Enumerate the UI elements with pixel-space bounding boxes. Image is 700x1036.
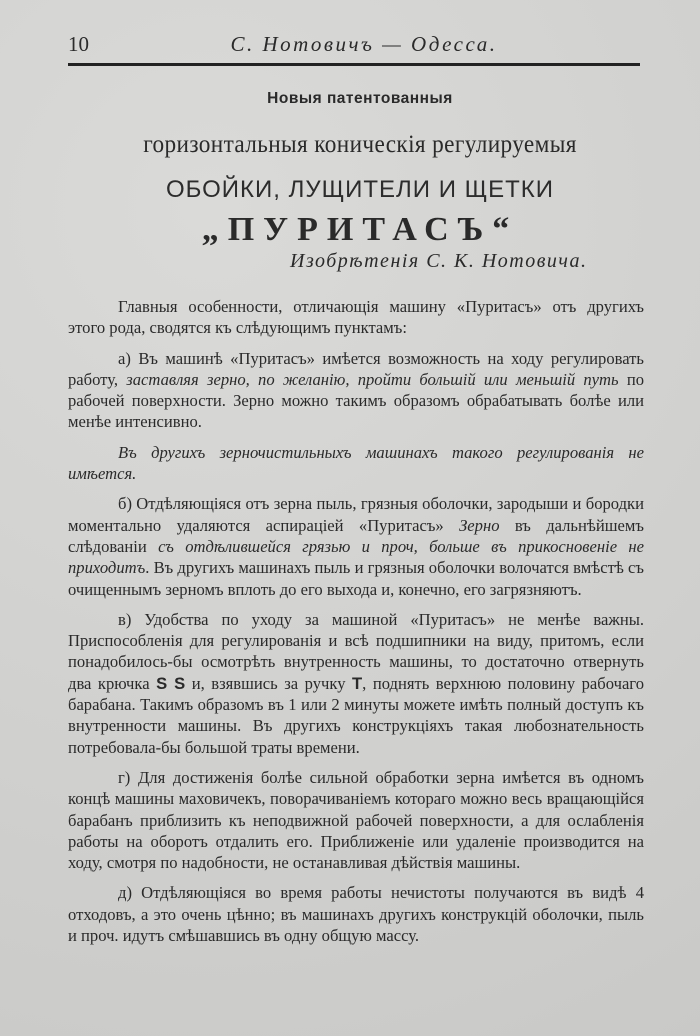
hook-label: S S <box>156 673 186 693</box>
product-name: „ПУРИТАСЪ“ <box>201 211 519 248</box>
header-rule <box>68 63 640 66</box>
paragraph-b-text: б) Отдѣляющіяся отъ зерна пыль, грязныя оболочки, зародыши и бородки моментально удаляются аспираціей «Пуритасъ» <box>68 494 644 535</box>
running-header <box>68 30 640 60</box>
body-text <box>68 296 644 955</box>
handle-label: T <box>352 673 363 693</box>
paragraph-b-emphasis-1: Зерно <box>459 515 500 535</box>
paragraph-g: г) Для достиженія болѣе сильной обработки зерна имѣется въ одномъ концѣ машины маховичекъ, поворачиваніемъ котораго можно весь вращающійся барабанъ приблизить къ неподвижной рабочей поверхности, а для ослабленія работы на оборотъ отдалить его. Приближеніе или удаленіе производится на ходу, смотря по надобности, не останавливая дѣйствія машины. <box>68 767 644 873</box>
paragraph-a-emphasis: заставляя зерно, по желанію, пройти большій или меньшій путь <box>126 369 619 389</box>
paragraph-a-note-text: Въ другихъ зерночистильныхъ машинахъ такого регулированія не имѣется. <box>68 442 644 484</box>
paragraph-b-text-end: . Въ другихъ машинахъ пыль и грязныя оболочки волочатся вмѣстѣ съ очищеннымъ зерномъ вплоть до его выхода и, конечно, его загрязняютъ. <box>68 558 644 599</box>
title-line-1: Новыя патентованныя <box>267 90 453 107</box>
title-line-3: ОБОЙКИ, ЛУЩИТЕЛИ И ЩЕТКИ <box>165 176 555 203</box>
paragraph-v-text-end: , поднять верхнюю половину рабочаго барабана. Такимъ образомъ въ 1 или 2 минуты можете имѣть полный доступъ къ внутренности машины. Въ другихъ конструкціяхъ такая любознательность потребовала-бы большой траты времени. <box>68 673 644 757</box>
paragraph-d: д) Отдѣляющіяся во время работы нечистоты получаются въ видѣ 4 отходовъ, а это очень цѣнно; въ машинахъ другихъ конструкцій оболочки, пыль и проч. идутъ смѣшавшись въ одну общую массу. <box>68 883 644 946</box>
running-title: С. Нотовичъ — Одесса. <box>230 32 498 56</box>
paragraph-v-text: в) Удобства по уходу за машиной «Пуритасъ» не менѣе важны. Приспособленія для регулированія и всѣ подшипники на виду, притомъ, если понадобилось-бы осмотрѣть внутренность машины, то достаточно отвернуть два крючка <box>68 609 644 693</box>
page-number: 10 <box>68 32 89 56</box>
paragraph-a-note <box>68 442 644 485</box>
title-block <box>80 84 640 250</box>
title-line-2: горизонтальныя коническія регулируемыя <box>143 131 577 158</box>
paragraph-b-text-mid: въ дальнѣйшемъ слѣдованіи <box>68 515 644 556</box>
paragraph-a-text-end: по рабочей поверхности. Зерно можно такимъ образомъ обрабатывать болѣе или менѣе интенсивно. <box>68 369 644 432</box>
paragraph-v-text-mid: и, взявшись за ручку <box>185 673 353 693</box>
intro-paragraph: Главныя особенности, отличающія машину «Пуритасъ» отъ другихъ этого рода, сводятся къ слѣдующимъ пунктамъ: <box>68 297 644 338</box>
paragraph-b-emphasis-2: съ отдѣлившейся грязью и проч, больше въ прикосновеніе не приходитъ <box>68 536 644 578</box>
paragraph-b <box>68 493 644 599</box>
paragraph-a-text: а) Въ машинѣ «Пуритасъ» имѣется возможность на ходу регулировать работу, <box>68 348 644 389</box>
paragraph-a <box>68 348 644 433</box>
byline: Изобрѣтенія С. К. Нотовича. <box>290 250 588 272</box>
paragraph-v <box>68 609 644 758</box>
